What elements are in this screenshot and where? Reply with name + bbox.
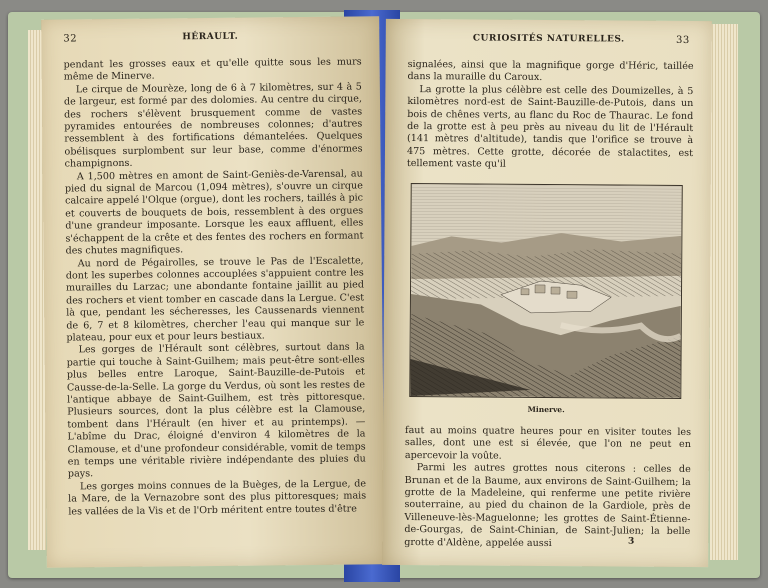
paragraph: Au nord de Pégairolles, se trouve le Pas de l'Escalette, dont les superbes colonnes accouplées s'appuient contre les murailles du Larzac; une abondante fontaine jaillit au pied des rochers et vient tomber en cascade dans la Lergue. C'est là que, pendant les sécheresses, les Caussenards viennent de 6, 7 et 8 kilomètres, chercher l'eau qui manque sur le plateau, pour eux et pour leurs bestiaux. xyxy=(65,254,365,344)
paragraph: faut au moins quatre heures pour en visiter toutes les salles, dont une est si élevée, que l'on ne peut en apercevoir la voûte. xyxy=(404,425,692,462)
right-page xyxy=(382,19,712,567)
page-number: 33 xyxy=(675,34,690,46)
right-page-edges xyxy=(710,24,738,560)
left-running-header xyxy=(63,30,357,47)
page-number: 32 xyxy=(63,33,78,45)
figure-caption: Minerve. xyxy=(527,404,565,415)
right-body-text-bottom xyxy=(404,425,691,551)
right-body-text-top xyxy=(407,59,694,173)
paragraph: La grotte la plus célèbre est celle des Doumizelles, à 5 kilomètres nord-est de Saint-Bauzille-de-Putois, dans un bois de chênes verts, au flanc du Roc de Thaurac. Le fond de la grotte est à peu près au niveau du lit de l'Hérault (141 mètres d'altitude), tandis que l'orifice se trouve à 475 mètres. Cette grotte, décorée de stalactites, est tellement vaste qu'il xyxy=(406,83,694,170)
left-body-text xyxy=(64,56,367,518)
right-running-header xyxy=(408,33,690,49)
running-title: HÉRAULT. xyxy=(182,31,239,43)
paragraph: Les gorges moins connues de la Buèges, de la Lergue, de la Mare, de la Vernazobre sont des plus pittoresques; mais les vallées de la Vis et de l'Orb méritent entre toutes d'être xyxy=(68,478,367,518)
paragraph: Les gorges de l'Hérault sont célèbres, surtout dans la partie qui touche à Saint-Guilhem; mais peut-être sont-elles plus belles entre Laroque, Saint-Bauzille-de-Putois et Causse-de-la-Selle. La gorge du Verdus, où sont les restes de l'antique abbaye de Saint-Guilhem, est très pittoresque. Plusieurs sources, dont la plus célèbre est la Clamouse, tombent dans l'Hérault (en hiver et au printemps). — L'abîme du Drac, éloigné d'environ 4 kilomètres de la Clamouse, et d'une profondeur considérable, vomit de temps en temps une véritable rivière indépendante des pluies du pays. xyxy=(66,341,366,480)
left-page xyxy=(41,16,385,568)
running-title: CURIOSITÉS NATURELLES. xyxy=(472,33,625,45)
signature-mark: 3 xyxy=(627,536,635,547)
paragraph: A 1,500 mètres en amont de Saint-Geniès-de-Varensal, au pied du signal de Marcou (1,094 mètres), s'ouvre un cirque calcaire appelé l'Olque (orgue), dont les rochers, taillés à pic et couverts de bouquets de bois, ressemblent à des orgues d'une grandeur imposante. Lorsque les eaux affluent, elles s'échappent de la crête et des fentes des rochers en formant des chutes magnifiques. xyxy=(64,168,364,257)
paragraph: Parmi les autres grottes nous citerons : celles de Brunan et de la Baume, aux environs de Saint-Guilhem; la grotte de la Madeleine, qui renferme une petite rivière souterraine, au pied du chainon de la Gardiole, près de Villeneuve-lès-Maguelonne; les grottes de Saint-Étienne-de-Gourgas, de Saint-Chinian, de Saint-Julien; la belle grotte d'Aldène, appelée aussi xyxy=(404,462,691,549)
engraving-illustration xyxy=(409,183,682,399)
paragraph: signalées, ainsi que la magnifique gorge d'Héric, taillée dans la muraille du Caroux. xyxy=(407,59,694,84)
paragraph: pendant les grosses eaux et qu'elle quitte sous les murs même de Minerve. xyxy=(63,56,362,83)
paragraph: Le cirque de Mourèze, long de 6 à 7 kilomètres, sur 4 à 5 de largeur, est formé par des dolomies. Au centre du cirque, des rochers s'élèvent brusquement comme de vastes pyramides entourées de nombreuses colonnes; d'autres ressemblent à des fortifications démantelées. Quelques obélisques surplombent sur leur base, comme d'énormes champignons. xyxy=(63,81,363,170)
landscape-engraving xyxy=(410,184,681,398)
